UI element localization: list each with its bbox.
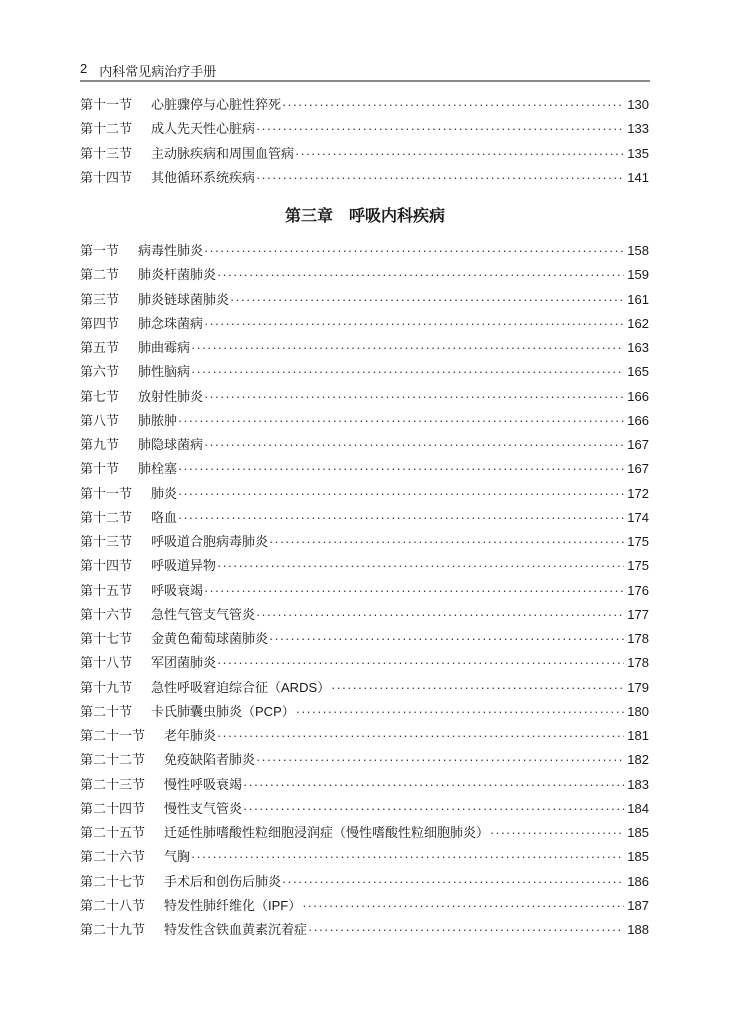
section-title: 病毒性肺炎 (138, 243, 204, 258)
dot-leader (296, 704, 625, 719)
dot-leader (269, 534, 624, 549)
toc-entry[interactable] (80, 531, 649, 555)
page-ref: 175 (627, 558, 649, 574)
section-label: 第二十一节 (80, 728, 146, 743)
toc-entry[interactable] (80, 895, 649, 919)
section-title: 呼吸道合胞病毒肺炎 (151, 534, 269, 549)
chapter-heading (0, 203, 730, 226)
dot-leader (217, 728, 624, 743)
section-title: 肺性脑病 (138, 364, 191, 380)
dot-leader (178, 486, 624, 501)
section-title: 呼吸道异物 (151, 558, 217, 574)
section-title: 慢性支气管炎 (164, 800, 243, 816)
page-ref: 175 (627, 534, 649, 549)
section-label: 第十二节 (80, 121, 133, 137)
dot-leader (204, 243, 624, 258)
chapter-number: 第三章 (284, 206, 333, 225)
section-title: 呼吸衰竭 (151, 582, 204, 598)
page-ref: 174 (627, 509, 649, 525)
toc-entry[interactable] (80, 798, 649, 822)
toc-entry[interactable] (80, 555, 649, 579)
section-label: 第六节 (80, 364, 120, 380)
page-ref: 172 (627, 485, 649, 501)
page-ref: 135 (627, 145, 649, 161)
section-label: 第二十四节 (80, 800, 146, 816)
page-ref: 180 (627, 703, 649, 719)
section-label: 第十一节 (80, 97, 133, 112)
section-label: 第一节 (80, 243, 120, 258)
toc-entry[interactable] (80, 628, 649, 652)
section-label: 第二十三节 (80, 776, 146, 792)
toc-entry[interactable] (80, 240, 649, 264)
page-ref: 167 (627, 437, 649, 452)
section-title: 卡氏肺囊虫肺炎（PCP） (151, 703, 295, 719)
section-title: 迁延性肺嗜酸性粒细胞浸润症（慢性嗜酸性粒细胞肺炎） (164, 825, 490, 840)
section-title: 气胸 (164, 849, 191, 865)
section-title: 肺炎 (151, 485, 178, 501)
section-title: 心脏骤停与心脏性猝死 (151, 97, 282, 112)
section-title: 肺炎链球菌肺炎 (138, 291, 230, 307)
dot-leader (191, 849, 624, 864)
dot-leader (490, 825, 624, 840)
dot-leader (178, 510, 624, 525)
page-ref: 165 (627, 364, 649, 380)
section-title: 肺曲霉病 (138, 340, 191, 355)
page-number: 2 (80, 61, 88, 76)
section-title: 咯血 (151, 509, 178, 525)
section-title: 特发性肺纤维化（IPF） (164, 897, 302, 913)
toc-entry[interactable] (80, 386, 649, 410)
page-ref: 185 (627, 849, 649, 865)
toc-entry[interactable] (80, 652, 649, 676)
section-title: 肺栓塞 (138, 461, 178, 477)
section-label: 第二十六节 (80, 849, 146, 865)
section-title: 手术后和创伤后肺炎 (164, 873, 282, 889)
section-title: 急性气管支气管炎 (151, 606, 256, 622)
section-label: 第三节 (80, 291, 120, 307)
section-label: 第十九节 (80, 679, 133, 695)
toc-entry[interactable] (80, 434, 649, 458)
toc-group-chapter3 (80, 240, 649, 943)
page-ref: 181 (627, 728, 649, 743)
section-label: 第十四节 (80, 558, 133, 574)
toc-entry[interactable] (80, 458, 649, 482)
section-label: 第十一节 (80, 485, 133, 501)
section-title: 主动脉疾病和周围血管病 (151, 145, 295, 161)
dot-leader (230, 292, 624, 307)
dot-leader (217, 558, 624, 573)
section-title: 放射性肺炎 (138, 388, 204, 404)
toc-entry[interactable] (80, 919, 649, 943)
toc-entry[interactable] (80, 701, 649, 725)
page-ref: 178 (627, 631, 649, 646)
page-ref: 167 (627, 461, 649, 477)
toc-entry[interactable] (80, 483, 649, 507)
section-title: 肺炎杆菌肺炎 (138, 267, 217, 283)
toc-entry[interactable] (80, 725, 649, 749)
header-rule (80, 80, 650, 82)
page-ref: 162 (627, 315, 649, 331)
section-label: 第十三节 (80, 534, 133, 549)
dot-leader (256, 752, 624, 767)
toc-entry[interactable] (80, 143, 649, 167)
dot-leader (204, 583, 624, 598)
section-label: 第二十节 (80, 703, 133, 719)
dot-leader (256, 607, 624, 622)
dot-leader (308, 922, 624, 937)
dot-leader (243, 777, 624, 792)
toc-entry[interactable] (80, 289, 649, 313)
toc-entry[interactable] (80, 264, 649, 288)
toc-entry[interactable] (80, 749, 649, 773)
page-ref: 179 (627, 679, 649, 695)
toc-entry[interactable] (80, 822, 649, 846)
section-label: 第二十二节 (80, 752, 146, 768)
page-ref: 185 (627, 825, 649, 840)
toc-entry[interactable] (80, 313, 649, 337)
page-ref: 177 (627, 606, 649, 622)
section-title: 其他循环系统疾病 (151, 169, 256, 185)
toc-entry[interactable] (80, 94, 649, 118)
toc-entry[interactable] (80, 410, 649, 434)
page-ref: 183 (627, 776, 649, 792)
section-title: 慢性呼吸衰竭 (164, 776, 243, 792)
section-label: 第四节 (80, 315, 120, 331)
dot-leader (191, 340, 624, 355)
dot-leader (282, 97, 624, 112)
section-label: 第七节 (80, 388, 120, 404)
section-label: 第二十八节 (80, 897, 146, 913)
page-ref: 141 (627, 169, 649, 185)
page-ref: 130 (627, 97, 649, 112)
running-header (80, 61, 216, 80)
page-ref: 133 (627, 121, 649, 137)
dot-leader (204, 316, 624, 331)
dot-leader (256, 170, 624, 185)
section-label: 第五节 (80, 340, 120, 355)
section-label: 第十七节 (80, 631, 133, 646)
dot-leader (204, 389, 624, 404)
section-label: 第十四节 (80, 169, 133, 185)
toc-entry[interactable] (80, 118, 649, 142)
dot-leader (243, 801, 624, 816)
toc-entry[interactable] (80, 580, 649, 604)
section-label: 第二十五节 (80, 825, 146, 840)
page-ref: 188 (627, 922, 649, 937)
page-ref: 158 (627, 243, 649, 258)
toc-entry[interactable] (80, 507, 649, 531)
dot-leader (331, 680, 624, 695)
dot-leader (217, 655, 624, 670)
dot-leader (191, 364, 624, 379)
book-title: 内科常见病治疗手册 (99, 64, 217, 79)
page-ref: 176 (627, 582, 649, 598)
dot-leader (256, 121, 624, 136)
page-ref: 178 (627, 655, 649, 671)
toc-entry[interactable] (80, 871, 649, 895)
page-ref: 161 (627, 291, 649, 307)
toc-entry[interactable] (80, 337, 649, 361)
section-title: 急性呼吸窘迫综合征（ARDS） (151, 679, 331, 695)
section-label: 第二节 (80, 267, 120, 283)
section-label: 第二十七节 (80, 873, 146, 889)
section-title: 肺念珠菌病 (138, 315, 204, 331)
section-label: 第十三节 (80, 145, 133, 161)
section-label: 第九节 (80, 437, 120, 452)
toc-entry[interactable] (80, 677, 649, 701)
section-label: 第十二节 (80, 509, 133, 525)
page-ref: 184 (627, 800, 649, 816)
dot-leader (282, 874, 624, 889)
dot-leader (217, 267, 624, 282)
section-label: 第二十九节 (80, 922, 146, 937)
dot-leader (302, 898, 624, 913)
section-title: 肺脓肿 (138, 412, 178, 428)
toc-entry[interactable] (80, 774, 649, 798)
dot-leader (204, 437, 624, 452)
toc-entry[interactable] (80, 361, 649, 385)
dot-leader (269, 631, 624, 646)
section-label: 第十六节 (80, 606, 133, 622)
section-label: 第八节 (80, 412, 120, 428)
dot-leader (295, 146, 624, 161)
toc-group-chapter2-continued (80, 94, 649, 191)
dot-leader (178, 413, 624, 428)
section-label: 第十五节 (80, 582, 133, 598)
section-title: 成人先天性心脏病 (151, 121, 256, 137)
section-title: 特发性含铁血黄素沉着症 (164, 922, 308, 937)
section-label: 第十八节 (80, 655, 133, 671)
page-ref: 159 (627, 267, 649, 283)
page-ref: 166 (627, 412, 649, 428)
page-ref: 186 (627, 873, 649, 889)
section-title: 军团菌肺炎 (151, 655, 217, 671)
toc-entry[interactable] (80, 167, 649, 191)
chapter-title: 呼吸内科疾病 (349, 206, 446, 225)
section-title: 老年肺炎 (164, 728, 217, 743)
section-title: 肺隐球菌病 (138, 437, 204, 452)
section-title: 免疫缺陷者肺炎 (164, 752, 256, 768)
page-ref: 187 (627, 897, 649, 913)
section-label: 第十节 (80, 461, 120, 477)
page-ref: 182 (627, 752, 649, 768)
toc-entry[interactable] (80, 604, 649, 628)
page-ref: 166 (627, 388, 649, 404)
dot-leader (178, 461, 624, 476)
toc-entry[interactable] (80, 846, 649, 870)
section-title: 金黄色葡萄球菌肺炎 (151, 631, 269, 646)
page-ref: 163 (627, 340, 649, 355)
